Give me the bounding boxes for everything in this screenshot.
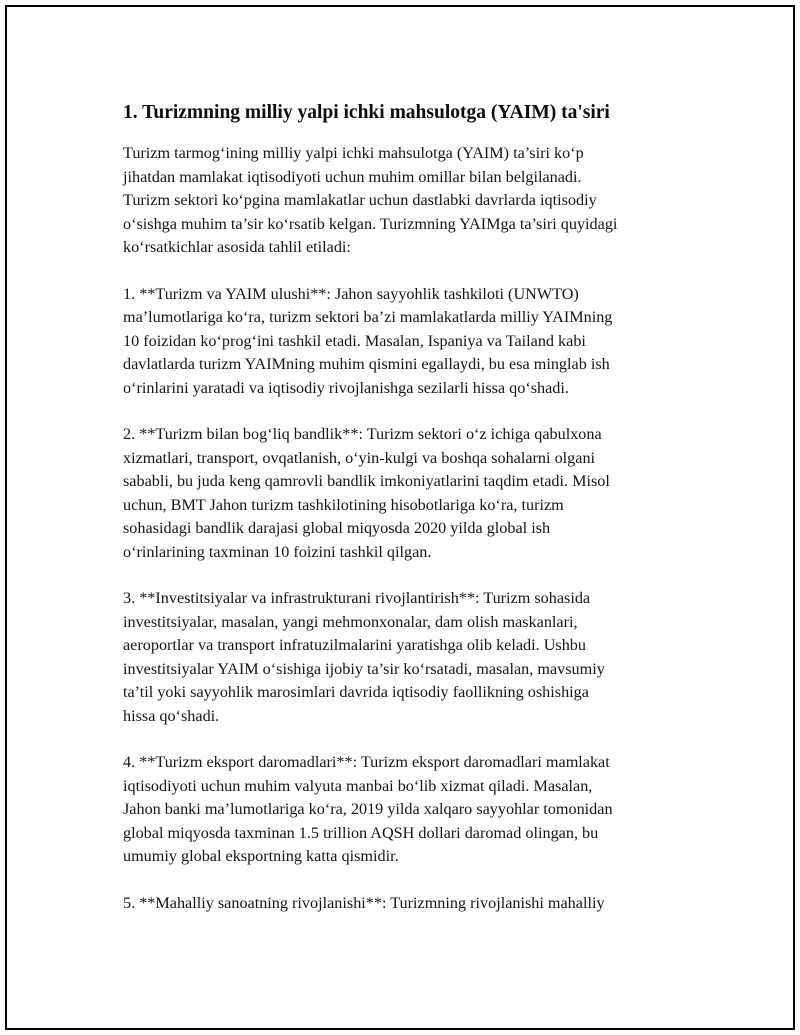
text-line: Jahon banki ma’lumotlariga ko‘ra, 2019 yilda xalqaro sayyohlar tomonidan <box>123 800 613 818</box>
point-4-paragraph <box>123 751 723 869</box>
point-2-paragraph <box>123 423 723 564</box>
section-heading: 1. Turizmning milliy yalpi ichki mahsulotga (YAIM) ta'siri <box>123 102 610 123</box>
text-line: jihatdan mamlakat iqtisodiyoti uchun muhim omillar bilan belgilanadi. <box>123 167 582 186</box>
text-line: sababli, bu juda keng qamrovli bandlik imkoniyatlarini taqdim etadi. Misol <box>123 472 610 490</box>
text-line: Turizm tarmog‘ining milliy yalpi ichki mahsulotga (YAIM) ta’siri ko‘p <box>123 144 584 162</box>
intro-paragraph <box>123 142 723 260</box>
text-line: davlatlarda turizm YAIMning muhim qismini egallaydi, bu esa minglab ish <box>123 355 610 373</box>
text-line: investitsiyalar, masalan, yangi mehmonxonalar, dam olish maskanlari, <box>123 612 578 631</box>
point-3-paragraph <box>123 587 723 728</box>
text-line: hissa qo‘shadi. <box>123 706 220 725</box>
text-line: ta’til yoki sayyohlik marosimlari davrida iqtisodiy faollikning oshishiga <box>123 683 589 701</box>
text-line: o‘rinlarini yaratadi va iqtisodiy rivojlanishga sezilarli hissa qo‘shadi. <box>123 378 569 397</box>
text-line: investitsiyalar YAIM o‘sishiga ijobiy ta’sir ko‘rsatadi, masalan, mavsumiy <box>123 659 605 678</box>
text-line: 4. **Turizm eksport daromadlari**: Turizm eksport daromadlari mamlakat <box>123 753 610 771</box>
text-line: global miqyosda taxminan 1.5 trillion AQSH dollari daromad olingan, bu <box>123 823 599 842</box>
text-line: Turizm sektori ko‘pgina mamlakatlar uchun dastlabki davrlarda iqtisodiy <box>123 191 597 209</box>
text-line: 5. **Mahalliy sanoatning rivojlanishi**: Turizmning rivojlanishi mahalliy <box>123 893 605 912</box>
point-5-paragraph <box>123 892 723 916</box>
text-line: 10 foizidan ko‘prog‘ini tashkil etadi. Masalan, Ispaniya va Tailand kabi <box>123 331 586 350</box>
text-line: o‘rinlarining taxminan 10 foizini tashkil qilgan. <box>123 542 432 561</box>
text-line: iqtisodiyoti uchun muhim valyuta manbai bo‘lib xizmat qiladi. Masalan, <box>123 776 593 795</box>
text-line: uchun, BMT Jahon turizm tashkilotining hisobotlariga ko‘ra, turizm <box>123 495 564 514</box>
document-body <box>123 100 723 938</box>
text-line: 3. **Investitsiyalar va infrastrukturani rivojlantirish**: Turizm sohasida <box>123 589 591 607</box>
point-1-paragraph <box>123 283 723 401</box>
text-line: ko‘rsatkichlar asosida tahlil etiladi: <box>123 238 351 256</box>
text-line: o‘sishga muhim ta’sir ko‘rsatib kelgan. Turizmning YAIMga ta’siri quyidagi <box>123 214 618 233</box>
text-line: ma’lumotlariga ko‘ra, turizm sektori ba’zi mamlakatlarda milliy YAIMning <box>123 308 613 326</box>
text-line: 2. **Turizm bilan bog‘liq bandlik**: Turizm sektori o‘z ichiga qabulxona <box>123 425 602 443</box>
text-line: sohasidagi bandlik darajasi global miqyosda 2020 yilda global ish <box>123 519 551 537</box>
text-line: 1. **Turizm va YAIM ulushi**: Jahon sayyohlik tashkiloti (UNWTO) <box>123 284 579 303</box>
text-line: umumiy global eksportning katta qismidir. <box>123 847 399 865</box>
text-line: xizmatlari, transport, ovqatlanish, o‘yin-kulgi va boshqa sohalarni olgani <box>123 448 596 467</box>
document-page <box>5 5 795 1030</box>
text-line: aeroportlar va transport infratuzilmalarini yaratishga olib keladi. Ushbu <box>123 636 586 654</box>
